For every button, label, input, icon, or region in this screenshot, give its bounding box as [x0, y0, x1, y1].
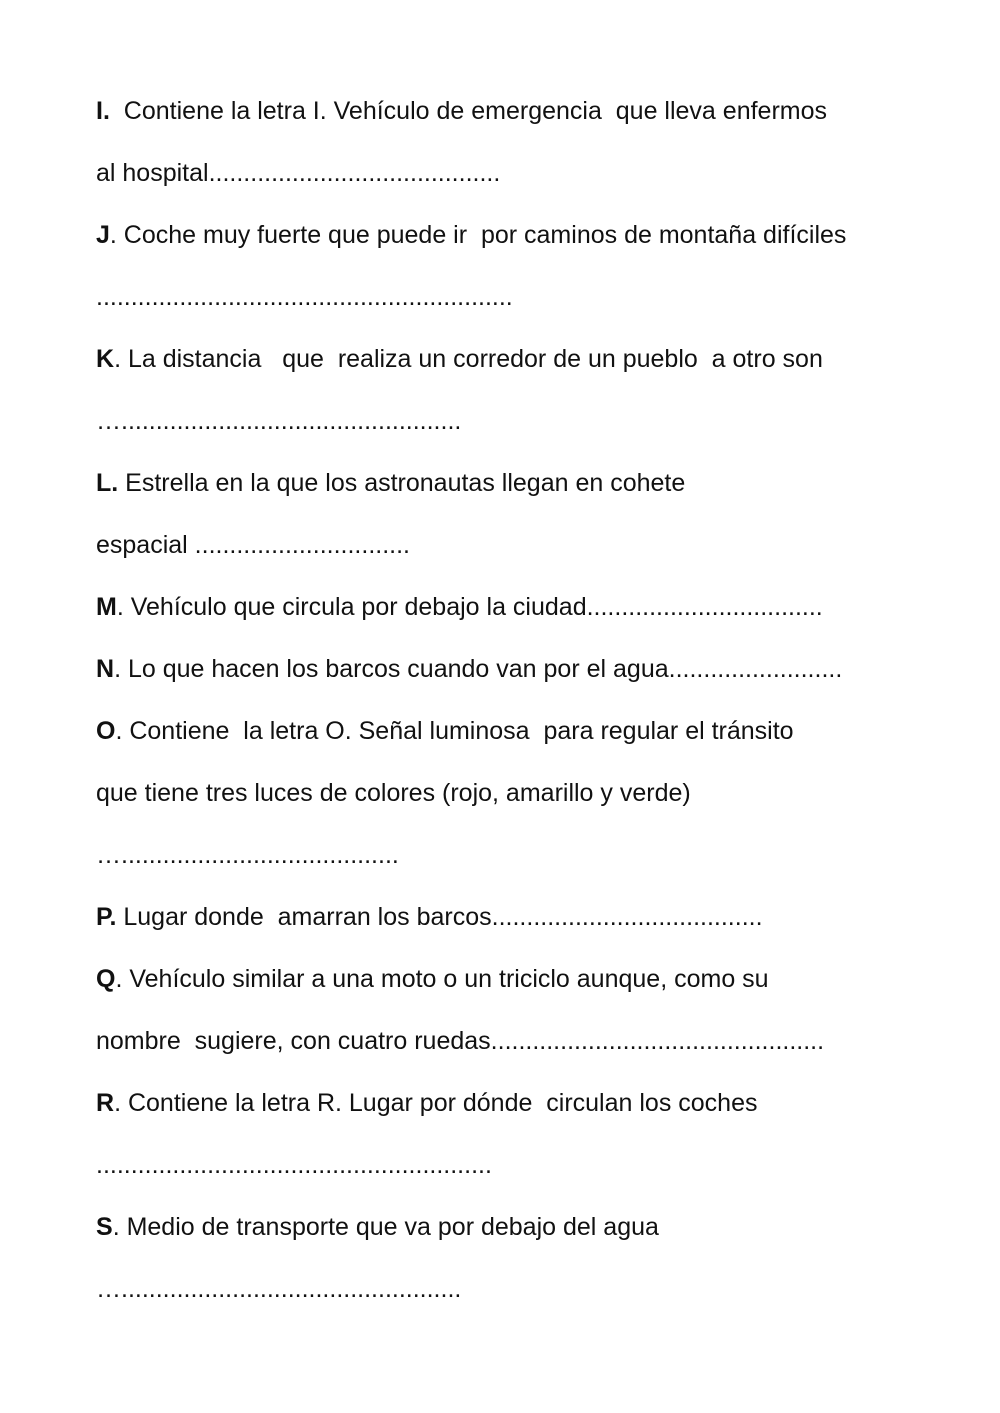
clue-text-r: . Contiene la letra R. Lugar por dónde circulan los coches	[114, 1089, 758, 1117]
item-letter-k: K	[96, 345, 115, 373]
clue-line-l	[96, 468, 960, 498]
answer-line-l	[96, 530, 960, 560]
answer-blank-m[interactable]: ..................................	[586, 593, 823, 621]
item-letter-q: Q	[96, 965, 116, 993]
clue-continuation-q: nombre sugiere, con cuatro ruedas	[96, 1027, 491, 1055]
item-letter-j: J	[96, 221, 110, 249]
answer-blank-s[interactable]: ….................................................	[96, 1275, 462, 1303]
item-letter-r: R	[96, 1089, 115, 1117]
answer-blank-n[interactable]: .........................	[668, 655, 843, 683]
clue-line-i	[96, 96, 960, 126]
answer-line-q	[96, 1026, 960, 1056]
item-letter-m: M	[96, 593, 117, 621]
clue-text-k: . La distancia que realiza un corredor de un pueblo a otro son	[114, 345, 823, 373]
clue-text-n: . Lo que hacen los barcos cuando van por el agua	[114, 655, 669, 683]
answer-line-s	[96, 1274, 960, 1304]
clue-line-k	[96, 344, 960, 374]
answer-line-k	[96, 406, 960, 436]
clue-text-s: . Medio de transporte que va por debajo del agua	[112, 1213, 659, 1241]
clue-text-m: . Vehículo que circula por debajo la ciudad	[116, 593, 587, 621]
answer-blank-q[interactable]: ................................................	[490, 1027, 825, 1055]
clue-line-n	[96, 654, 960, 684]
item-letter-l: L.	[96, 469, 119, 497]
answer-blank-r[interactable]: .........................................................	[96, 1151, 492, 1179]
clue-continuation-l: espacial	[96, 531, 195, 559]
answer-line-o	[96, 840, 960, 870]
answer-blank-j[interactable]: ............................................................	[96, 283, 513, 311]
answer-line-j	[96, 282, 960, 312]
answer-blank-k[interactable]: ….................................................	[96, 407, 462, 435]
clue-continuation-line-o	[96, 778, 960, 808]
clue-line-r	[96, 1088, 960, 1118]
clue-line-s	[96, 1212, 960, 1242]
clue-text-o: . Contiene la letra O. Señal luminosa para regular el tránsito	[115, 717, 794, 745]
answer-blank-l[interactable]: ...............................	[194, 531, 410, 559]
clue-text-l: Estrella en la que los astronautas llegan en cohete	[118, 469, 686, 497]
item-letter-i: I.	[96, 97, 110, 125]
clue-text-j: . Coche muy fuerte que puede ir por caminos de montaña difíciles	[109, 221, 847, 249]
clue-continuation-o: que tiene tres luces de colores (rojo, amarillo y verde)	[96, 779, 691, 807]
clue-text-i: Contiene la letra I. Vehículo de emergencia que lleva enfermos	[109, 97, 827, 125]
answer-blank-p[interactable]: .......................................	[491, 903, 763, 931]
item-letter-p: P.	[96, 903, 117, 931]
clue-text-p: Lugar donde amarran los barcos	[116, 903, 492, 931]
answer-line-r	[96, 1150, 960, 1180]
answer-blank-i[interactable]: ..........................................	[208, 159, 501, 187]
clue-line-p	[96, 902, 960, 932]
clue-text-q: . Vehículo similar a una moto o un triciclo aunque, como su	[115, 965, 769, 993]
answer-blank-o[interactable]: …........................................	[96, 841, 399, 869]
item-letter-s: S	[96, 1213, 113, 1241]
clue-continuation-i: al hospital	[96, 159, 209, 187]
item-letter-n: N	[96, 655, 115, 683]
answer-line-i	[96, 158, 960, 188]
clue-line-m	[96, 592, 960, 622]
clue-line-q	[96, 964, 960, 994]
item-letter-o: O	[96, 717, 116, 745]
clue-line-j	[96, 220, 960, 250]
clue-line-o	[96, 716, 960, 746]
